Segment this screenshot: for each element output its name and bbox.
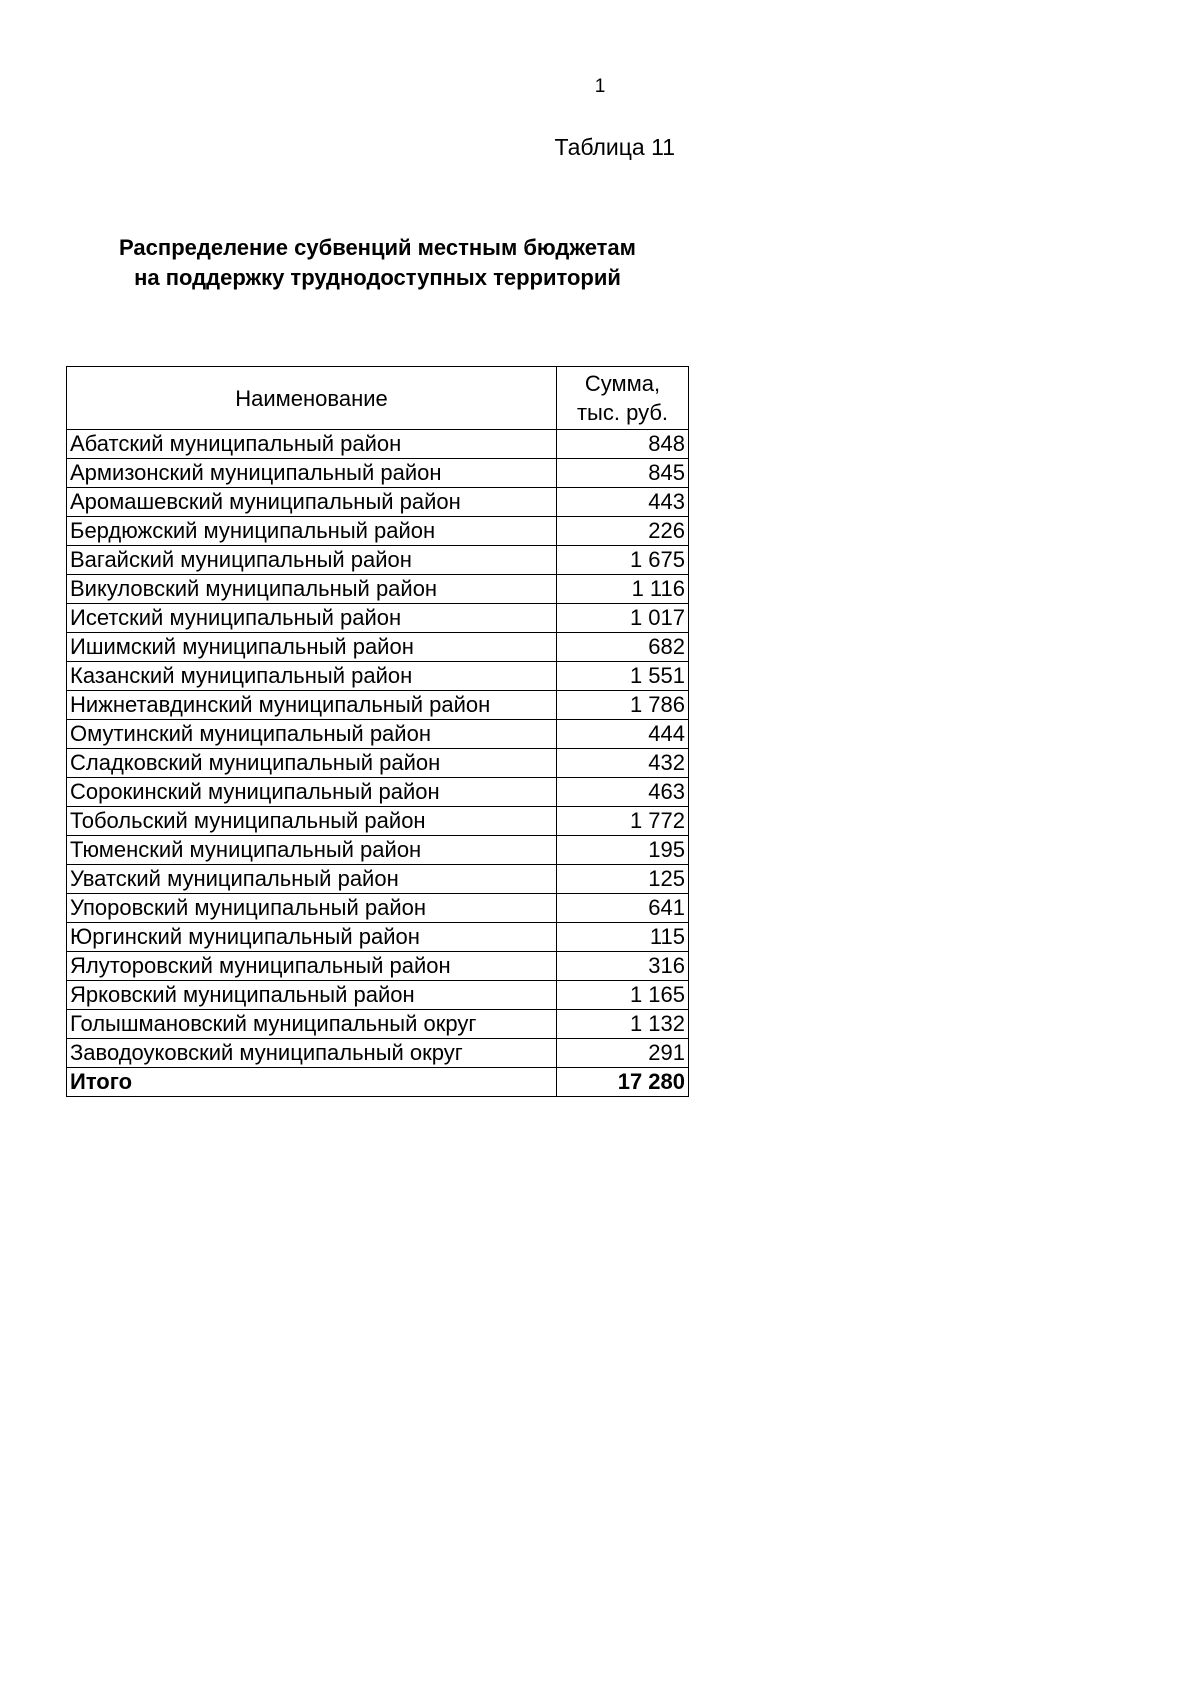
table-row <box>67 633 689 662</box>
subvention-amount: 316 <box>557 952 689 981</box>
municipality-name: Абатский муниципальный район <box>67 430 557 459</box>
header-sum-line-1: Сумма, <box>584 371 661 396</box>
table-row <box>67 720 689 749</box>
subvention-amount: 1 772 <box>557 807 689 836</box>
subvention-amount: 115 <box>557 923 689 952</box>
total-row <box>67 1068 689 1097</box>
header-sum <box>557 367 689 430</box>
municipality-name: Аромашевский муниципальный район <box>67 488 557 517</box>
municipality-name: Упоровский муниципальный район <box>67 894 557 923</box>
subvention-amount: 1 132 <box>557 1010 689 1039</box>
municipality-name: Исетский муниципальный район <box>67 604 557 633</box>
subvention-amount: 641 <box>557 894 689 923</box>
table-header-row <box>67 367 689 430</box>
municipality-name: Нижнетавдинский муниципальный район <box>67 691 557 720</box>
subvention-amount: 845 <box>557 459 689 488</box>
subvention-amount: 432 <box>557 749 689 778</box>
subvention-amount: 444 <box>557 720 689 749</box>
table-row <box>67 778 689 807</box>
subvention-amount: 195 <box>557 836 689 865</box>
municipality-name: Вагайский муниципальный район <box>67 546 557 575</box>
municipality-name: Армизонский муниципальный район <box>67 459 557 488</box>
municipality-name: Бердюжский муниципальный район <box>67 517 557 546</box>
subvention-amount: 1 116 <box>557 575 689 604</box>
table-row <box>67 1039 689 1068</box>
table-row <box>67 430 689 459</box>
subvention-amount: 1 165 <box>557 981 689 1010</box>
municipality-name: Ишимский муниципальный район <box>67 633 557 662</box>
municipality-name: Заводоуковский муниципальный округ <box>67 1039 557 1068</box>
table-row <box>67 836 689 865</box>
table-body <box>67 430 689 1097</box>
page-number: 1 <box>594 76 606 97</box>
municipality-name: Викуловский муниципальный район <box>67 575 557 604</box>
table-row <box>67 952 689 981</box>
table-label: Таблица 11 <box>554 134 675 160</box>
table-row <box>67 662 689 691</box>
title-line-1: Распределение субвенций местным бюджетам <box>119 235 636 260</box>
table-row <box>67 459 689 488</box>
table-row <box>67 691 689 720</box>
subvention-amount: 1 786 <box>557 691 689 720</box>
municipality-name: Ярковский муниципальный район <box>67 981 557 1010</box>
total-sum: 17 280 <box>557 1068 689 1097</box>
header-sum-line-2: тыс. руб. <box>576 400 669 425</box>
table-row <box>67 894 689 923</box>
table-row <box>67 981 689 1010</box>
subvention-amount: 848 <box>557 430 689 459</box>
subvention-amount: 1 017 <box>557 604 689 633</box>
table-row <box>67 865 689 894</box>
subvention-amount: 443 <box>557 488 689 517</box>
table-row <box>67 488 689 517</box>
header-name: Наименование <box>67 367 557 430</box>
subvention-amount: 463 <box>557 778 689 807</box>
table-row <box>67 604 689 633</box>
table-row <box>67 749 689 778</box>
table-row <box>67 575 689 604</box>
title-line-2: на поддержку труднодоступных территорий <box>134 265 621 290</box>
subvention-amount: 291 <box>557 1039 689 1068</box>
municipality-name: Тюменский муниципальный район <box>67 836 557 865</box>
table-row <box>67 807 689 836</box>
document-title <box>60 233 695 293</box>
municipality-name: Сорокинский муниципальный район <box>67 778 557 807</box>
municipality-name: Голышмановский муниципальный округ <box>67 1010 557 1039</box>
subvention-amount: 1 551 <box>557 662 689 691</box>
municipality-name: Казанский муниципальный район <box>67 662 557 691</box>
subvention-amount: 125 <box>557 865 689 894</box>
table-row <box>67 546 689 575</box>
municipality-name: Омутинский муниципальный район <box>67 720 557 749</box>
subvention-amount: 226 <box>557 517 689 546</box>
table-row <box>67 517 689 546</box>
municipality-name: Сладковский муниципальный район <box>67 749 557 778</box>
municipality-name: Тобольский муниципальный район <box>67 807 557 836</box>
subvention-table <box>66 366 689 1097</box>
table-row <box>67 923 689 952</box>
subvention-amount: 1 675 <box>557 546 689 575</box>
table-row <box>67 1010 689 1039</box>
municipality-name: Юргинский муниципальный район <box>67 923 557 952</box>
total-label: Итого <box>67 1068 557 1097</box>
municipality-name: Ялуторовский муниципальный район <box>67 952 557 981</box>
municipality-name: Уватский муниципальный район <box>67 865 557 894</box>
subvention-amount: 682 <box>557 633 689 662</box>
